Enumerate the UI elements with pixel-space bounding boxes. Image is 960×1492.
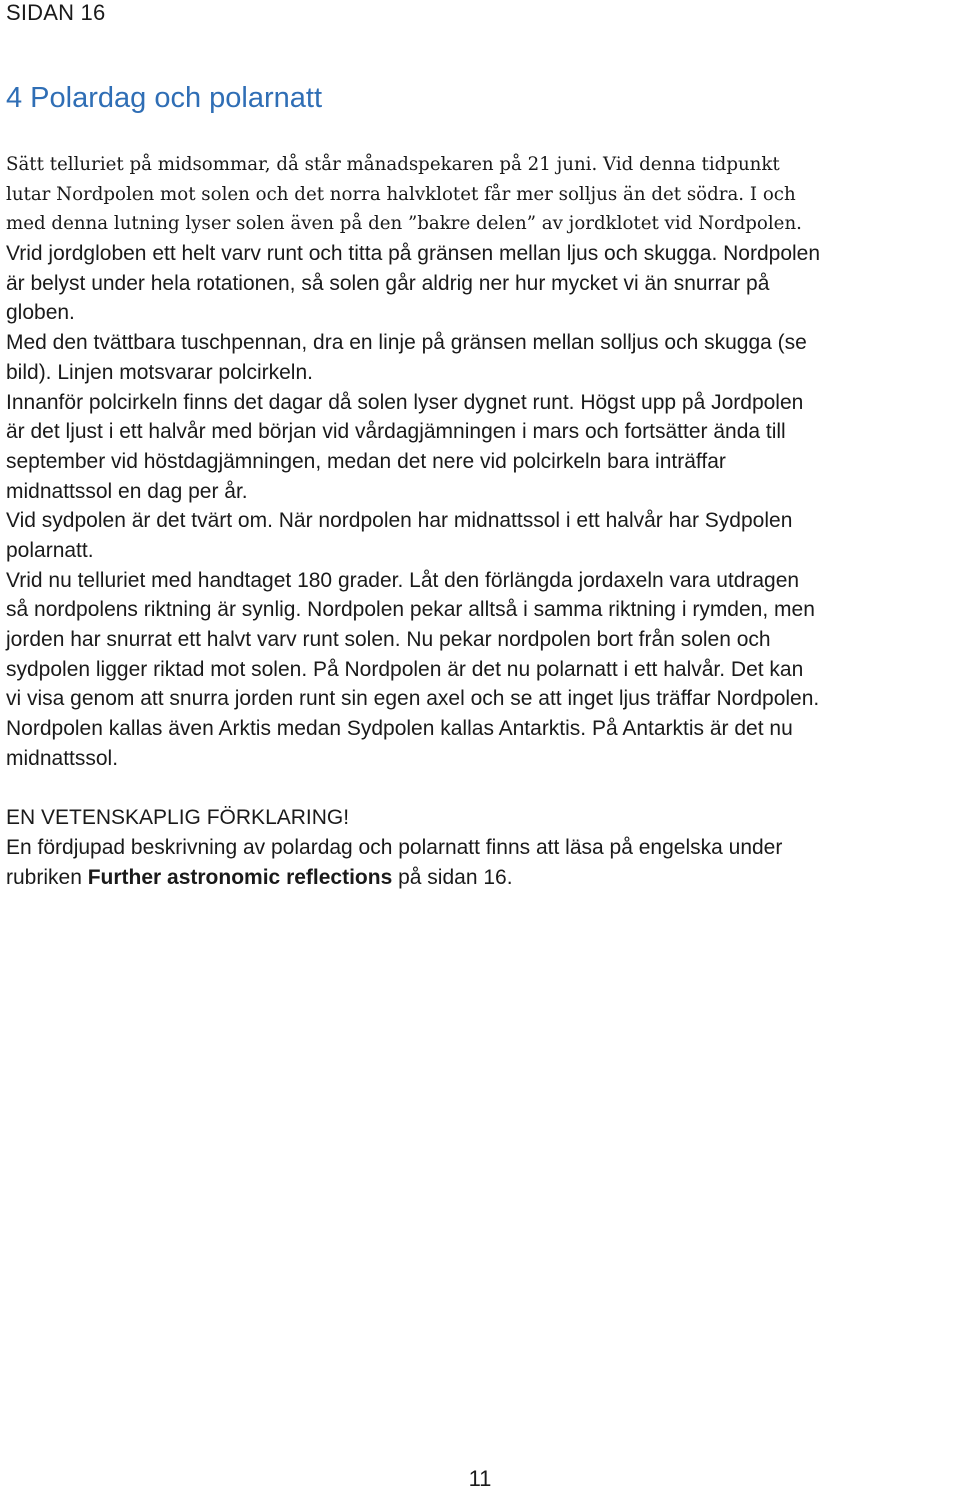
page-number: 11	[468, 1466, 492, 1491]
body-line: Vrid nu telluriet med handtaget 180 grader. Låt den förlängda jordaxeln vara utdragen	[6, 568, 800, 592]
body-line: så nordpolens riktning är synlig. Nordpolen pekar alltså i samma riktning i rymden, men	[6, 598, 815, 622]
body-line: Vid sydpolen är det tvärt om. När nordpolen har midnattssol i ett halvår har Sydpolen	[6, 509, 793, 533]
body-line: sydpolen ligger riktad mot solen. På Nordpolen är det nu polarnatt i ett halvår. Det kan	[6, 657, 804, 681]
body-line: Innanför polcirkeln finns det dagar då solen lyser dygnet runt. Högst upp på Jordpolen	[6, 390, 804, 414]
body-line: är belyst under hela rotationen, så solen går aldrig ner hur mycket vi än snurrar på	[6, 271, 770, 295]
explanation-suffix: på sidan 16.	[392, 865, 513, 889]
paragraph-gap	[6, 773, 958, 803]
body-line: midnattssol en dag per år.	[6, 479, 248, 503]
page-header: SIDAN 16	[6, 0, 106, 25]
explanation-line: En fördjupad beskrivning av polardag och polarnatt finns att läsa på engelska under	[6, 835, 783, 859]
explanation-prefix: rubriken	[6, 865, 88, 889]
body-line: lutar Nordpolen mot solen och det norra halvklotet får mer solljus än det södra. I och	[6, 183, 796, 205]
reference-title: Further astronomic reflections	[87, 865, 393, 889]
body-line: med denna lutning lyser solen även på den ”bakre delen” av jordklotet vid Nordpolen.	[6, 213, 802, 235]
body-line: september vid höstdagjämningen, medan det nere vid polcirkeln bara inträffar	[6, 449, 726, 473]
body-line: Vrid jordgloben ett helt varv runt och titta på gränsen mellan ljus och skugga. Nordpolen	[6, 242, 821, 266]
body-line: Sätt telluriet på midsommar, då står månadspekaren på 21 juni. Vid denna tidpunkt	[6, 154, 780, 175]
body-line: Nordpolen kallas även Arktis medan Sydpolen kallas Antarktis. På Antarktis är det nu	[6, 717, 793, 741]
body-line: midnattssol.	[6, 746, 119, 770]
body-line: är det ljust i ett halvår med början vid vårdagjämningen i mars och fortsätter ända till	[6, 420, 786, 444]
explanation-line	[6, 863, 958, 893]
body-line: Med den tvättbara tuschpennan, dra en linje på gränsen mellan solljus och skugga (se	[6, 331, 807, 355]
explanation-heading: EN VETENSKAPLIG FÖRKLARING!	[6, 806, 350, 830]
body-line: jorden har snurrat ett halvt varv runt solen. Nu pekar nordpolen bort från solen och	[6, 628, 771, 651]
body-line: polarnatt.	[6, 538, 94, 562]
body-text	[6, 150, 958, 892]
body-line: globen.	[6, 301, 75, 325]
body-line: bild). Linjen motsvarar polcirkeln.	[6, 360, 313, 384]
section-heading: 4 Polardag och polarnatt	[6, 82, 322, 114]
body-line: vi visa genom att snurra jorden runt sin egen axel och se att inget ljus träffar Nordpolen.	[6, 687, 820, 711]
